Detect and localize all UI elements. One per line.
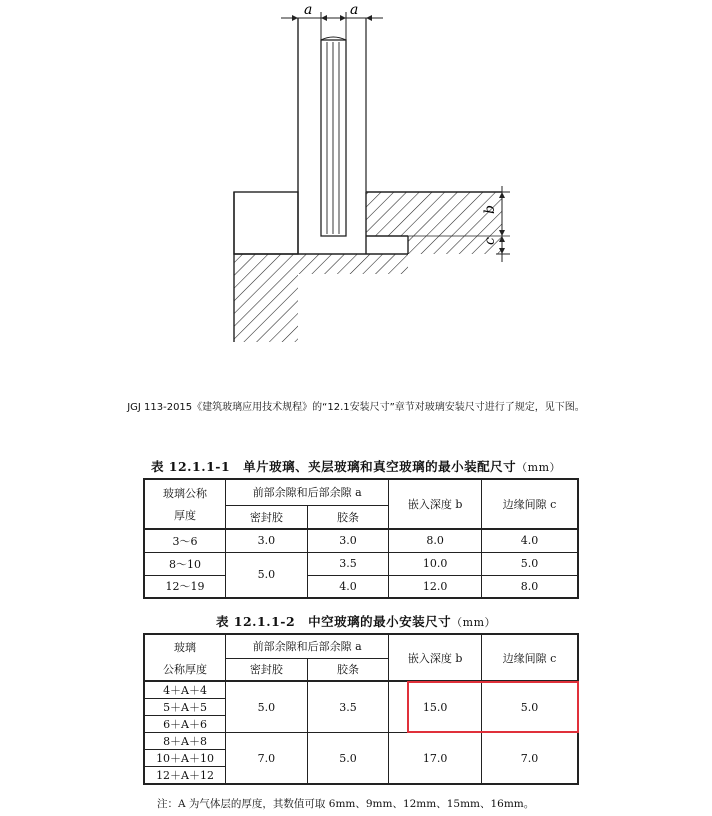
table1-header-sealant: 密封胶 [226,505,308,529]
glass-pane [321,40,346,236]
highlight-box [407,681,579,733]
table-row: 8＋A＋8 7.0 5.0 17.0 7.0 [144,733,578,750]
table1-header-strip: 胶条 [307,505,389,529]
table-row: 3～6 3.0 3.0 8.0 4.0 [144,529,578,552]
table2-title-text: 表 12.1.1-2 中空玻璃的最小安装尺寸 [215,614,452,629]
table1-title-text: 表 12.1.1-1 单片玻璃、夹层玻璃和真空玻璃的最小装配尺寸 [150,459,517,474]
table2-header-thickness: 玻璃 公称厚度 [144,634,226,681]
dim-a-right-label: a [350,2,359,18]
table-row: 6＋A＋6 [144,716,578,733]
table1-title [0,457,712,475]
frame-stop-left [234,192,298,254]
dim-b-label: b [482,205,498,214]
table1-header-depth: 嵌入深度 b [389,479,482,529]
table2-header-depth: 嵌入深度 b [389,634,482,681]
table-row: 4＋A＋4 5.0 3.5 15.0 5.0 [144,681,578,699]
table-row: 5＋A＋5 [144,699,578,716]
table1-header-gap: 前部余隙和后部余隙 a [226,479,389,505]
table2-header-strip: 胶条 [307,658,389,681]
dim-c-label: c [482,237,498,245]
table2-note: 注：A 为气体层的厚度，其数值可取 6mm、9mm、12mm、15mm、16mm。 [157,798,535,810]
dim-a-left-label: a [304,2,313,18]
table2-header-sealant: 密封胶 [226,658,308,681]
caption: JGJ 113-2015《建筑玻璃应用技术规程》的“12.1安装尺寸”章节对玻璃安装尺寸进行了规定，见下图。 [127,402,585,413]
table-row: 12＋A＋12 [144,767,578,785]
table-row: 12～19 4.0 12.0 8.0 [144,575,578,598]
table1-header-edge: 边缘间隙 c [481,479,578,529]
glass-installation-diagram [0,0,712,350]
frame-bottom-hatched [298,254,408,274]
table1 [143,478,579,599]
frame-base-hatched [234,254,298,342]
table2-title [0,612,712,630]
table2-header-gap: 前部余隙和后部余隙 a [226,634,389,658]
table-row: 10＋A＋10 [144,750,578,767]
table1-unit: （mm） [516,461,562,474]
table2-header-edge: 边缘间隙 c [481,634,578,681]
table2-unit: （mm） [451,616,497,629]
table1-header-thickness: 玻璃公称 厚度 [144,479,226,529]
table-row: 8～10 5.0 3.5 10.0 5.0 [144,552,578,575]
